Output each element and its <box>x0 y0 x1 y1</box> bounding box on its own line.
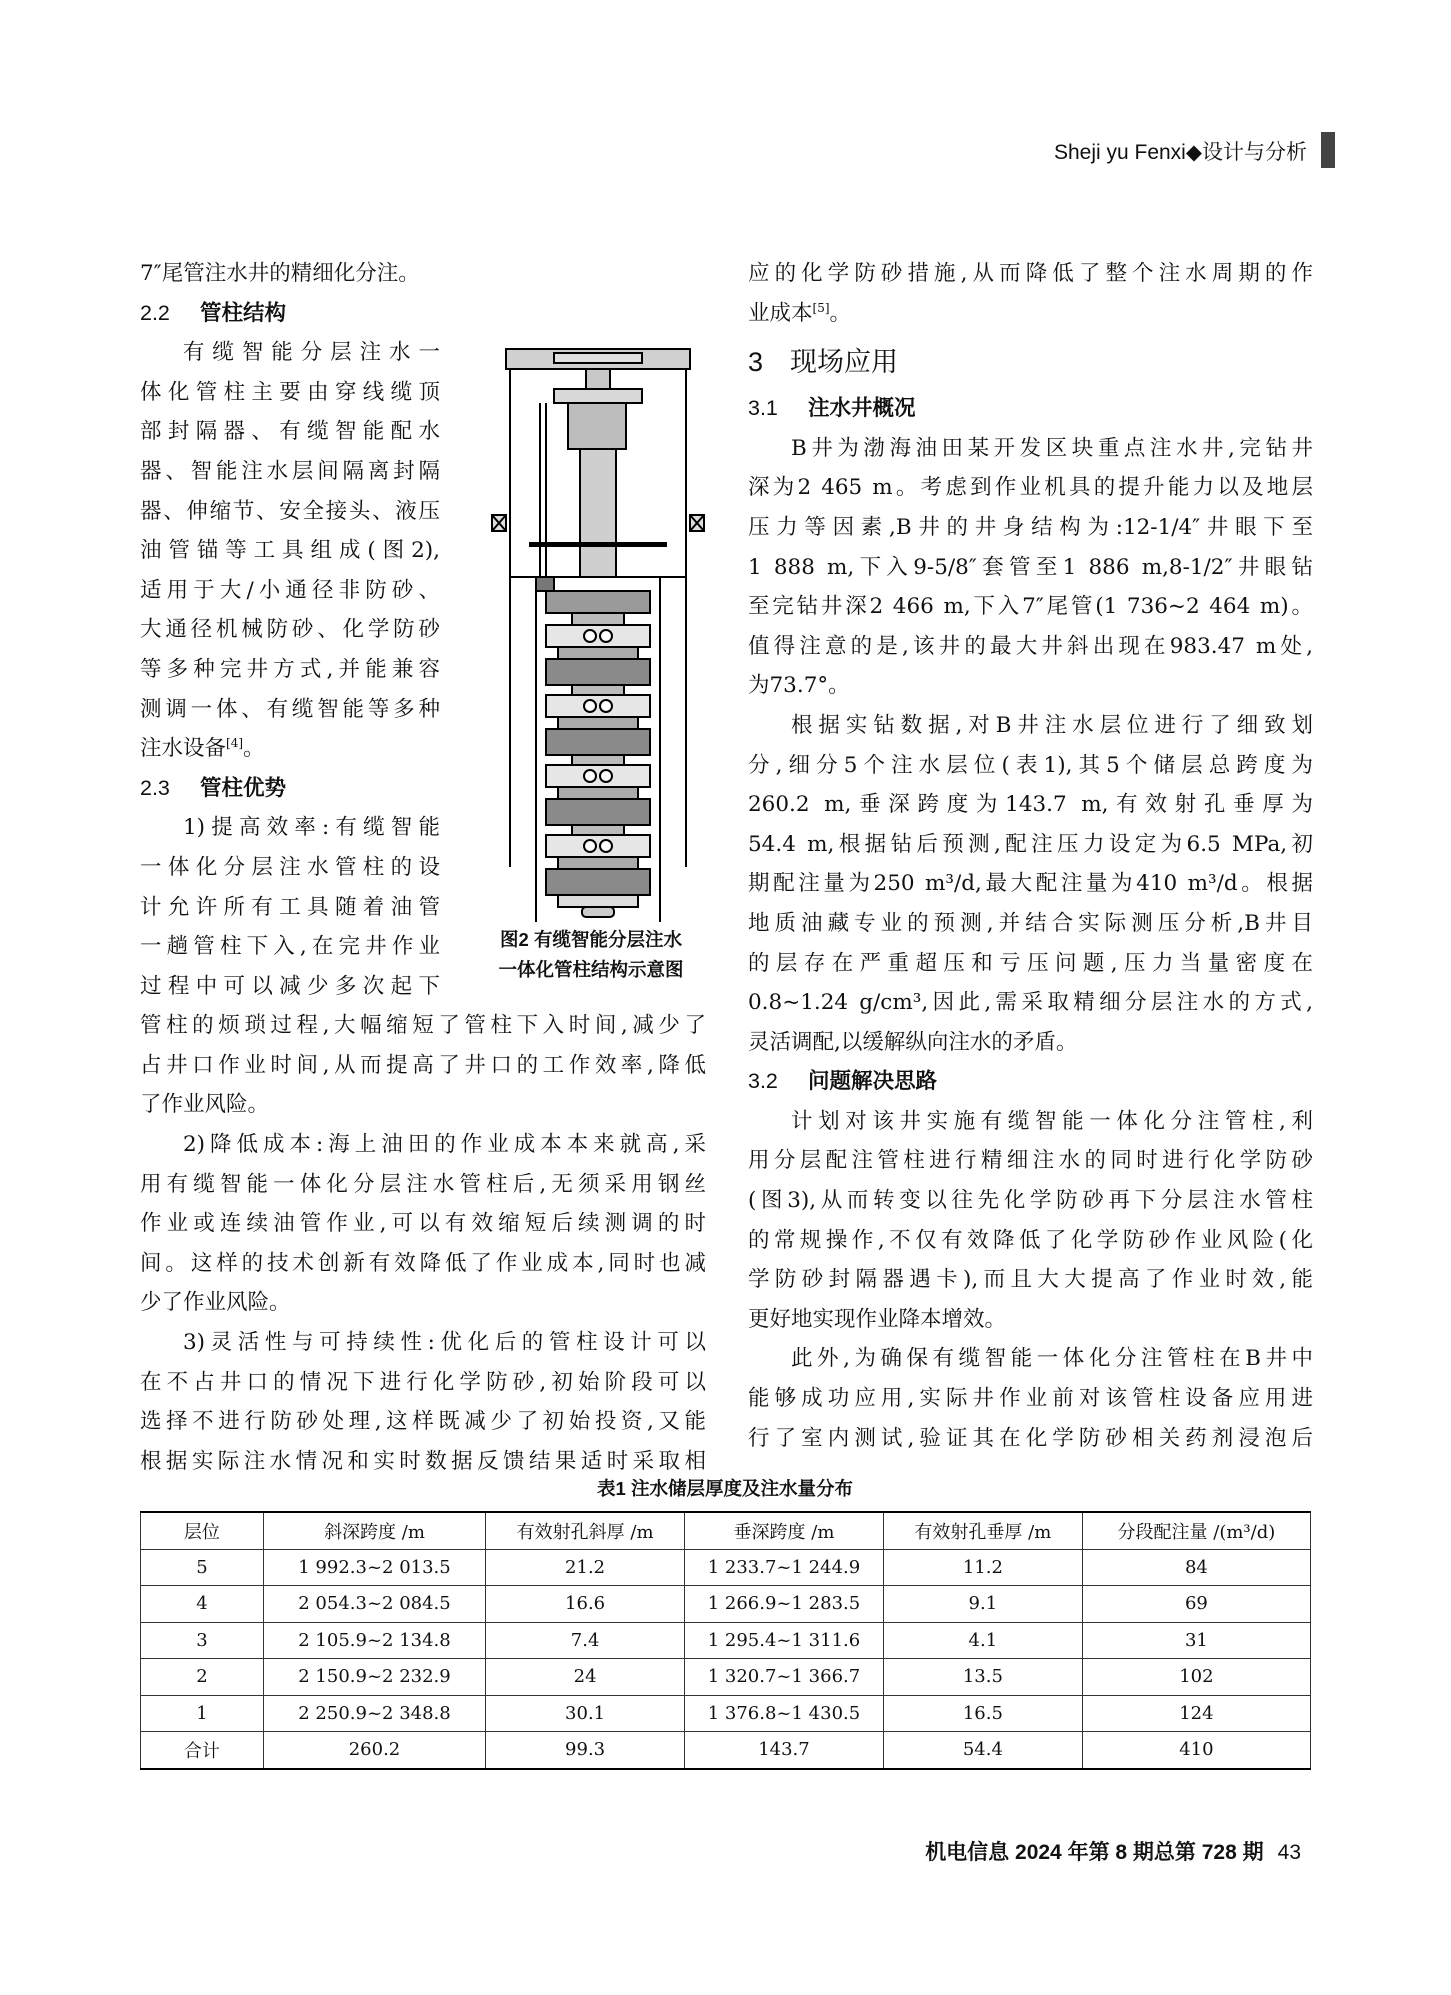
running-header <box>1000 132 1335 168</box>
table-cell: 124 <box>1082 1695 1310 1732</box>
section-heading-2-2: 2.2 管柱结构 <box>140 300 287 325</box>
section-heading-2-3: 2.3 管柱优势 <box>140 775 287 800</box>
table-cell: 2 150.9~2 232.9 <box>263 1659 485 1696</box>
table-cell: 13.5 <box>883 1659 1082 1696</box>
layer-paragraph: 根据实钻数据,对B井注水层位进行了细致划 分,细分5个注水层位(表1),其5个储层总跨度为 260.2 m,垂深跨度为143.7 m,有效射孔垂厚为 54.4 m,根据钻后预测,配注压力设定为6.5 MPa,初 期配注量为250 m³/d,最大配注量为410 m³/d。根据 地质油藏专业的预测,并结合实际测压分析,B井目 的层存在严重超压和亏压问题,压力当量密度在 0.8~1.24 g/cm³,因此,需采取精细分层注水的方式, 灵活调配,以缓解纵向注水的矛盾。 <box>748 712 1313 1055</box>
table-cell: 1 376.8~1 430.5 <box>685 1695 884 1732</box>
table-cell: 7.4 <box>486 1622 685 1659</box>
table-cell: 3 <box>141 1622 264 1659</box>
table-cell: 2 105.9~2 134.8 <box>263 1622 485 1659</box>
table-header-cell: 层位 <box>141 1512 264 1549</box>
table-header-cell: 有效射孔垂厚 /m <box>883 1512 1082 1549</box>
table-cell: 1 295.4~1 311.6 <box>685 1622 884 1659</box>
table-header-cell: 垂深跨度 /m <box>685 1512 884 1549</box>
solution-paragraph: 计划对该井实施有缆智能一体化分注管柱,利 用分层配注管柱进行精细注水的同时进行化学防砂 (图3),从而转变以往先化学防砂再下分层注水管柱 的常规操作,不仅有效降低了化学防砂作业风险(化 学防砂封隔器遇卡),而且大大提高了作业时效,能 更好地实现作业降本增效。 <box>748 1108 1313 1332</box>
table-cell: 143.7 <box>685 1732 884 1769</box>
table-row <box>141 1695 1311 1732</box>
section-heading-3-1: 3.1 注水井概况 <box>748 396 916 421</box>
header-bar <box>1321 132 1335 168</box>
table-cell: 30.1 <box>486 1695 685 1732</box>
table-cell: 1 <box>141 1695 264 1732</box>
table-cell: 16.5 <box>883 1695 1082 1732</box>
injection-table <box>140 1511 1311 1770</box>
table-caption: 表1 注水储层厚度及注水量分布 <box>597 1478 853 1499</box>
table-cell: 4 <box>141 1586 264 1623</box>
section-heading-3-2: 3.2 问题解决思路 <box>748 1069 938 1094</box>
continued-paragraph: 应的化学防砂措施,从而降低了整个注水周期的作 业成本[5]。 <box>748 261 1313 326</box>
advantage-paragraph-2: 2)降低成本:海上油田的作业成本本来就高,采 用有缆智能一体化分层注水管柱后,无须采用钢丝 作业或连续油管作业,可以有效缩短后续测调的时 间。这样的技术创新有效降低了作业成本,同时也减 少了作业风险。 <box>140 1132 706 1316</box>
table-cell: 2 250.9~2 348.8 <box>263 1695 485 1732</box>
table-cell: 31 <box>1082 1622 1310 1659</box>
running-title: Sheji yu Fenxi◆设计与分析 <box>1053 141 1307 164</box>
table-cell: 1 266.9~1 283.5 <box>685 1586 884 1623</box>
table-row <box>141 1586 1311 1623</box>
testing-paragraph: 此外,为确保有缆智能一体化分注管柱在B井中 能够成功应用,实际井作业前对该管柱设备应用进 行了室内测试,验证其在化学防砂相关药剂浸泡后 <box>748 1346 1313 1451</box>
table-cell: 2 054.3~2 084.5 <box>263 1586 485 1623</box>
page-number: 43 <box>1277 1841 1301 1864</box>
advantage-paragraph-1: 1)提高效率:有缆智能 一体化分层注水管柱的设 计允许所有工具随着油管 一趟管柱下入,在完井作业 过程中可以减少多次起下 管柱的烦琐过程,大幅缩短了管柱下入时间,减少了 占井口作业时间,从而提高了井口的工作效率,降低 了作业风险。 <box>140 815 706 1118</box>
well-overview-paragraph: B井为渤海油田某开发区块重点注水井,完钻井 深为2 465 m。考虑到作业机具的提升能力以及地层 压力等因素,B井的井身结构为:12-1/4″井眼下至 1 888 m,下入9-5/8″套管至1 886 m,8-1/2″井眼钻 至完钻井深2 466 m,下入7″尾管(1 736~2 464 m)。 值得注意的是,该井的最大井斜出现在983.47 m处, 为73.7°。 <box>748 435 1313 699</box>
table-cell: 84 <box>1082 1549 1310 1586</box>
table-header-cell: 分段配注量 /(m³/d) <box>1082 1512 1310 1549</box>
table-cell: 2 <box>141 1659 264 1696</box>
table-cell: 合计 <box>141 1732 264 1769</box>
right-column <box>748 254 1313 1458</box>
paragraph: 7″尾管注水井的精细化分注。 <box>140 261 420 286</box>
citation[interactable]: [5] <box>812 300 830 315</box>
section-heading-3: 3 现场应用 <box>748 347 898 378</box>
advantage-paragraph-3: 3)灵活性与可持续性:优化后的管柱设计可以 在不占井口的情况下进行化学防砂,初始阶段可以 选择不进行防砂处理,这样既减少了初始投资,又能 根据实际注水情况和实时数据反馈结果适时采取相 <box>140 1330 706 1474</box>
table-header-row <box>141 1512 1311 1549</box>
table-row <box>141 1622 1311 1659</box>
table-cell: 1 233.7~1 244.9 <box>685 1549 884 1586</box>
journal-info: 机电信息 2024 年第 8 期总第 728 期 <box>925 1841 1264 1864</box>
table-cell: 1 320.7~1 366.7 <box>685 1659 884 1696</box>
table-cell: 69 <box>1082 1586 1310 1623</box>
table-cell: 24 <box>486 1659 685 1696</box>
table-cell: 4.1 <box>883 1622 1082 1659</box>
table-row <box>141 1549 1311 1586</box>
page-footer <box>925 1836 1301 1866</box>
table-cell: 9.1 <box>883 1586 1082 1623</box>
table-header-cell: 斜深跨度 /m <box>263 1512 485 1549</box>
table-cell: 410 <box>1082 1732 1310 1769</box>
figure-caption: 图2 有缆智能分层注水 一体化管柱结构示意图 <box>498 929 684 980</box>
table-cell: 5 <box>141 1549 264 1586</box>
table-cell: 54.4 <box>883 1732 1082 1769</box>
table-cell: 21.2 <box>486 1549 685 1586</box>
table-cell: 99.3 <box>486 1732 685 1769</box>
table-row <box>141 1659 1311 1696</box>
table-cell: 102 <box>1082 1659 1310 1696</box>
citation[interactable]: [4] <box>226 735 244 750</box>
tubing-string-diagram <box>486 347 710 927</box>
table-cell: 11.2 <box>883 1549 1082 1586</box>
table-cell: 260.2 <box>263 1732 485 1769</box>
table-cell: 16.6 <box>486 1586 685 1623</box>
table-cell: 1 992.3~2 013.5 <box>263 1549 485 1586</box>
table-total-row <box>141 1732 1311 1769</box>
table-header-cell: 有效射孔斜厚 /m <box>486 1512 685 1549</box>
structure-paragraph: 有缆智能分层注水一 体化管柱主要由穿线缆顶 部封隔器、有缆智能配水 器、智能注水层间隔离封隔 器、伸缩节、安全接头、液压 油管锚等工具组成(图2), 适用于大/小通径非防砂、 大通径机械防砂、化学防砂 等多种完井方式,并能兼容 测调一体、有缆智能等多种 注水设备[4]。 <box>140 340 440 762</box>
